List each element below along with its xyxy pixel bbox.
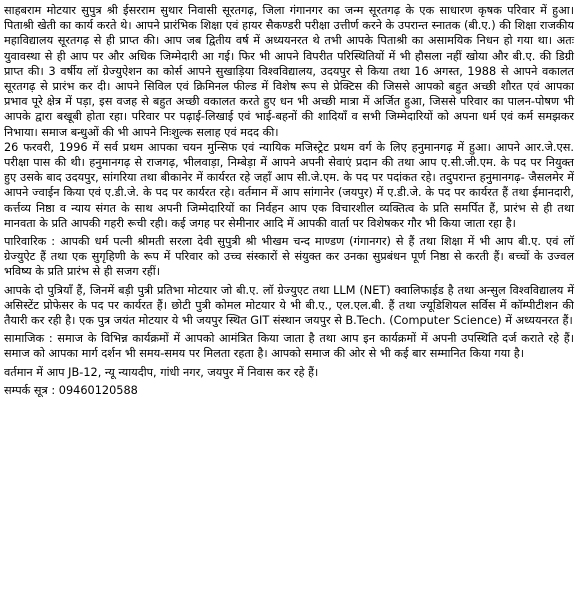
residence-paragraph: वर्तमान में आप JB-12, न्यू न्यायदीप, गांधी नगर, जयपुर में निवास कर रहे हैं।: [4, 365, 319, 379]
career-paragraph: 26 फरवरी, 1996 में सर्व प्रथम आपका चयन मुन्सिफ एवं न्यायिक मजिस्ट्रेट प्रथम वर्ग के लिए हनुमानगढ़ में हुआ। आपने आर.जे.एस. परीक्षा पास की थी। हनुमानगढ़ से राजगढ़, भीलवाड़ा, निम्बेड़ा में आपने अपनी सेवाएं प्रदान की तथा आप ए.सी.जी.एम. के पद पर नियुक्त हुए उसके बाद उदयपुर, सांगरिया तथा बीकानेर में कार्यरत रहे जहाँ आप सी.जे.एम. के पद पर पदांकत रहे। तदुपरान्त हनुमानगढ़- जैसलमेर में आपने ज्वाईन किया एवं ए.डी.जे. के पद पर कार्यरत रहे। वर्तमान में आप सांगानेर (जयपुर) में ए.डी.जे. के पद पर कार्यरत हैं तथा ईमानदारी, कर्त्तव्य निष्ठा व न्याय संगत के साथ अपनी जिम्मेदारियों का निर्वहन आप एक विचारशील व्यक्तित्व के प्रति समर्पित हैं, प्रारंभ से ही तथा मानवता के प्रति आपकी गहरी रूची रही। कई जगह पर सेमीनार आदि में आपकी वार्ता पर विशेषकर गौर भी किया जाता रहा है।: [4, 140, 574, 230]
intro-paragraph: साहबराम मोटयार सुपुत्र श्री ईसरराम सुथार निवासी सूरतगढ़, जिला गंगानगर का जन्म सूरतगढ़ के एक साधारण कृषक परिवार में हुआ। पिताश्री खेती का कार्य करते थे। आपने प्रारंभिक शिक्षा एवं हायर सैकण्डरी परीक्षा उत्तीर्ण करने के उपरान्त स्नातक (बी.ए.) की शिक्षा राजकीय महाविद्यालय सूरतगढ़ से ही प्राप्त की। आप जब द्वितीय वर्ष में अध्ययनरत थे तभी आपके पिताश्री का असामयिक निधन हो गया था। अतः युवावस्था से ही आप पर और अधिक जिम्मेदारी आ गई। फिर भी आपने विपरीत परिस्थितियों में भी हौसला नहीं खोया और बी.ए. की डिग्री प्राप्त की। 3 वर्षीय लॉ ग्रेज्युऐशन का कोर्स आपने सुखाड़िया विश्वविद्यालय, उदयपुर से किया तथा 16 अगस्त, 1988 से आपने वकालत सूरतगढ़ से प्रारंभ कर दी। आपने सिविल एवं क्रिमिनल फील्ड में विशेष रूप से प्रेक्टिस की जिससे आपको बहुत अच्छी शौरत एवं आपका प्रभाव पूरे क्षेत्र में पड़ा, इस वजह से बहुत अच्छी वकालत करते हुए धन भी अच्छी मात्रा में अर्जित हुआ, जिससे परिवार का पालन-पोषण भी आपके द्वारा बखूबी होता रहा। परिवार पर पढ़ाई-लिखाई एवं भाई-बहनों की शादियाँ व सभी जिम्मेदारियों को अपना धर्म एवं कर्म समझकर निभाया। समाज बन्धुओं की भी आपने निःशुल्क सलाह एवं मदद की।: [4, 4, 574, 139]
contact-paragraph: सम्पर्क सूत्र : 09460120588: [4, 383, 138, 397]
family-paragraph: पारिवारिक : आपकी धर्म पत्नी श्रीमती सरला देवी सुपुत्री श्री भीखम चन्द माण्डण (गंगानगर) से हैं तथा शिक्षा में भी आप बी.ए. एवं लॉ ग्रेज्युऐट हैं तथा एक सुगृहिणी के रूप में परिवार को उच्च संस्कारों से संयुक्त कर उनका सुप्रबंधन पूर्ण निष्ठा से करती हैं। बच्चों के उज्वल भविष्य के प्रति प्रारंभ से ही सजग रहीं।: [4, 235, 574, 279]
social-paragraph: सामाजिक : समाज के विभिन्न कार्यक्रमों में आपको आमंत्रित किया जाता है तथा आप इन कार्यक्रमों में अपनी उपस्थिति दर्ज कराते रहे हैं। समाज को आपका मार्ग दर्शन भी समय-समय पर मिलता रहता है। आपको समाज की ओर से भी कई बार सम्मानित किया गया है।: [4, 332, 574, 361]
children-paragraph: आपके दो पुत्रियाँ हैं, जिनमें बड़ी पुत्री प्रतिभा मोटयार जो बी.ए. लॉ ग्रेज्युएट तथा LLM (NET) क्वालिफाईड है तथा अन्सुल विश्वविद्यालय में असिस्टेंट प्रोफेसर के पद पर कार्यरत हैं। छोटी पुत्री कोमल मोटयार ये भी बी.ए., एल.एल.बी. हैं तथा ज्यूडिशियल सर्विस में कॉम्पीटीशन की तैयारी कर रही है। एक पुत्र जयंत मोटयार ये भी जयपुर स्थित GIT संस्थान जयपुर से B.Tech. (Computer Science) में अध्ययनरत हैं।: [4, 283, 574, 328]
